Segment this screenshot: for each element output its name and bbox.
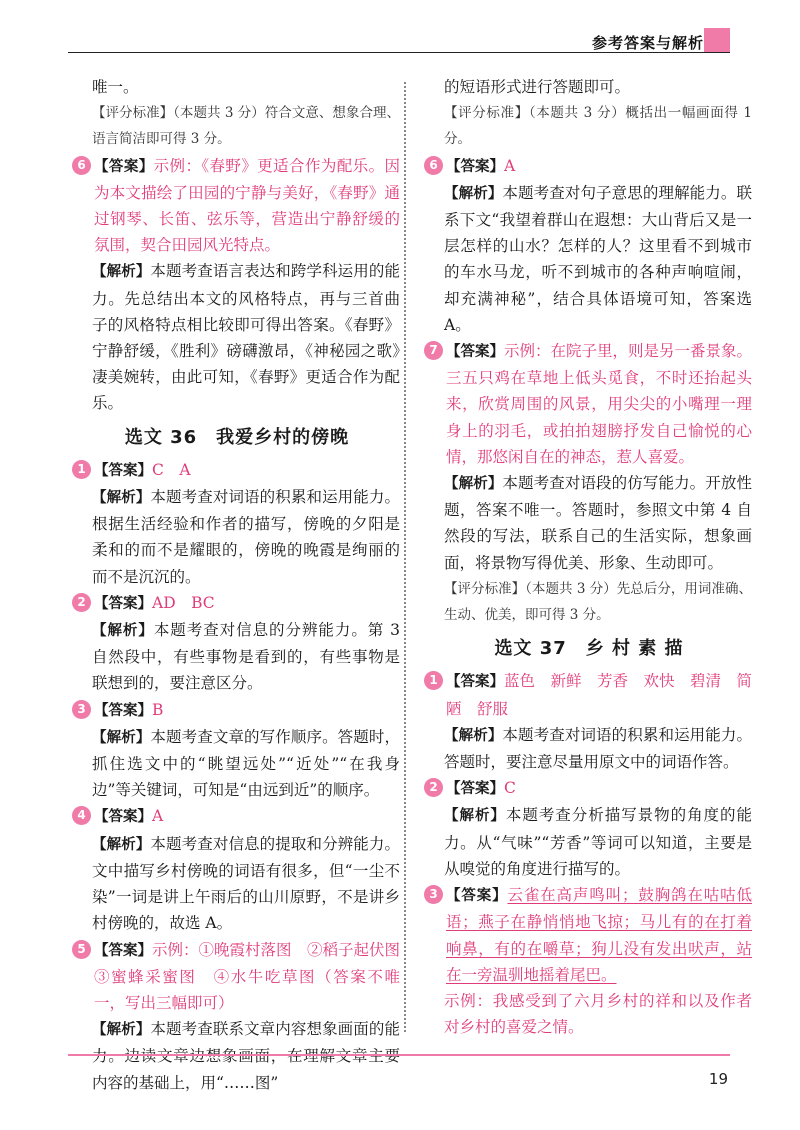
answer-label: 【答案】 <box>94 942 152 959</box>
answer-label: 【答案】 <box>94 462 152 479</box>
question-number-badge: 6 <box>424 156 443 175</box>
question-2-analysis <box>426 802 752 882</box>
question-1-analysis <box>74 484 400 590</box>
answer-text: A <box>152 807 164 826</box>
question-number-badge: 3 <box>424 885 443 904</box>
question-3-answer <box>426 882 752 988</box>
header-rule <box>68 52 730 53</box>
question-number-badge: 6 <box>72 156 91 175</box>
analysis-text: 本题考查分析描写景物的角度的能力。从“气味”“芳香”等词可以知道，主要是从嗅觉的角度进行描写的。 <box>444 806 752 878</box>
analysis-text: 本题考查对词语的积累和运用能力。根据生活经验和作者的描写，傍晚的夕阳是柔和的而不是耀眼的，傍晚的晚霞是绚丽的而不是沉沉的。 <box>92 488 400 586</box>
answer-text: 示例：《春野》更适合作为配乐。因为本文描绘了田园的宁静与美好，《春野》通过钢琴、长笛、弦乐等，营造出宁静舒缓的氛围，契合田园风光特点。 <box>94 156 400 255</box>
question-4-analysis <box>74 831 400 937</box>
analysis-label: 【解析】 <box>92 490 151 507</box>
question-1-answer <box>426 668 752 721</box>
analysis-label: 【解析】 <box>92 623 154 640</box>
question-number-badge: 2 <box>424 778 443 797</box>
question-7-answer <box>426 338 752 470</box>
answer-text: 蓝色 新鲜 芳香 欢快 碧清 简陋 舒服 <box>446 672 753 718</box>
continued-text: 的短语形式进行答题即可。 <box>444 78 631 96</box>
analysis-text: 本题考查对句子意思的理解能力。联系下文“我望着群山在遐想：大山背后又是一层怎样的山水？怎样的人？这里看不到城市的车水马龙，听不到城市的各种声响喧闹，却充满神秘”，结合具体语境可知，答案选 A。 <box>444 183 752 334</box>
header-accent-tab <box>704 28 730 52</box>
scoring-standard: 【评分标准】（本题共 3 分）先总后分，用词准确、生动、优美，即可得 3 分。 <box>444 580 752 624</box>
section-title-36: 选文 36 我爱乡村的傍晚 <box>124 426 350 448</box>
column-divider <box>404 82 406 1032</box>
continued-text: 唯一。 <box>92 78 139 96</box>
question-number-badge: 3 <box>72 700 91 719</box>
question-number-badge: 1 <box>424 671 443 690</box>
analysis-label: 【解析】 <box>92 836 151 853</box>
question-3-analysis <box>74 724 400 804</box>
analysis-text: 本题考查联系文章内容想象画面的能力。边读文章边想象画面，在理解文章主要内容的基础上，用“……图” <box>92 1020 400 1092</box>
question-6-answer <box>74 153 400 259</box>
answer-label: 【答案】 <box>446 158 504 175</box>
question-2-answer <box>426 775 752 802</box>
answer-label: 【答案】 <box>94 595 152 612</box>
question-number-badge: 5 <box>72 940 91 959</box>
answer-text: AD BC <box>152 593 215 612</box>
question-3-answer <box>74 697 400 724</box>
question-2-analysis <box>74 617 400 697</box>
analysis-text: 本题考查对词语的积累和运用能力。答题时，要注意尽量用原文中的词语作答。 <box>444 725 752 772</box>
answer-label: 【答案】 <box>94 702 152 719</box>
question-number-badge: 7 <box>424 341 443 360</box>
scoring-standard: 【评分标准】（本题共 3 分）符合文意、想象合理、语言简洁即可得 3 分。 <box>92 105 400 148</box>
analysis-label: 【解析】 <box>92 1022 151 1039</box>
analysis-text: 本题考查对语段的仿写能力。开放性题，答案不唯一。答题时，参照文中第 4 自然段的写法，联系自己的生活实际，想象画面，将景物写得优美、形象、生动即可。 <box>444 474 752 572</box>
answer-text: 示例：①晚霞村落图 ②稻子起伏图 ③蜜蜂采蜜图 ④水牛吃草图（答案不唯一，写出三幅即可） <box>94 940 416 1012</box>
question-6-analysis <box>74 258 400 416</box>
answer-text: 示例：在院子里，则是另一番景象。三五只鸡在草地上低头觅食，不时还抬起头来，欣赏周围的风景，用尖尖的小嘴理一理身上的羽毛，或拍拍翅膀抒发自己愉悦的心情，那悠闲自在的神态，惹人喜爱。 <box>446 342 753 466</box>
analysis-label: 【解析】 <box>444 808 506 825</box>
answer-text: 云雀在高声鸣叫；鼓胸鸽在咕咕低语；燕子在静悄悄地飞掠；马儿有的在打着响鼻，有的在嚼草；狗儿没有发出吠声，站在一旁温驯地摇着尾巴。 <box>446 886 752 984</box>
question-2-answer <box>74 590 400 617</box>
answer-label: 【答案】 <box>94 809 152 826</box>
answer-text: C A <box>152 460 191 479</box>
analysis-text: 本题考查对信息的提取和分辨能力。文中描写乡村傍晚的词语有很多，但“一尘不染”一词是讲上午雨后的山川原野，不是讲乡村傍晚的，故选 A。 <box>92 834 400 933</box>
right-column <box>426 74 752 1040</box>
scoring-standard: 【评分标准】（本题共 3 分）概括出一幅画面得 1 分。 <box>444 105 752 148</box>
left-column <box>74 74 416 1096</box>
answer-label: 【答案】 <box>94 158 154 175</box>
answer-example: 示例：我感受到了六月乡村的祥和以及作者对乡村的喜爱之情。 <box>444 991 752 1037</box>
analysis-text: 本题考查语言表达和跨学科运用的能力。先总结出本文的风格特点，再与三首曲子的风格特点相比较即可得出答案。《春野》宁静舒缓，《胜利》磅礴激昂，《神秘园之歌》凄美婉转，由此可知，《春野》更适合作为配乐。 <box>92 262 400 413</box>
question-number-badge: 2 <box>72 593 91 612</box>
analysis-label: 【解析】 <box>92 729 151 746</box>
answer-text: C <box>504 779 516 798</box>
analysis-text: 本题考查对信息的分辨能力。第 3 自然段中，有些事物是看到的，有些事物是联想到的，要注意区分。 <box>92 621 401 693</box>
analysis-label: 【解析】 <box>444 185 503 202</box>
question-6-answer <box>426 153 752 180</box>
analysis-label: 【解析】 <box>444 476 503 493</box>
footer-rule <box>68 1054 730 1056</box>
analysis-label: 【解析】 <box>92 264 151 281</box>
answer-label: 【答案】 <box>446 674 504 691</box>
header-title: 参考答案与解析 <box>591 34 704 52</box>
answer-label: 【答案】 <box>446 888 508 905</box>
analysis-label: 【解析】 <box>444 727 503 744</box>
question-5-answer <box>74 937 416 1017</box>
answer-text: B <box>152 700 164 719</box>
section-title-37: 选文 37 乡 村 素 描 <box>494 638 684 660</box>
answer-label: 【答案】 <box>446 781 504 798</box>
page-number: 19 <box>708 1070 728 1088</box>
answer-label: 【答案】 <box>446 344 504 361</box>
question-7-analysis <box>426 470 752 576</box>
question-4-answer <box>74 803 400 830</box>
question-1-analysis <box>426 722 752 775</box>
question-1-answer <box>74 457 400 484</box>
question-number-badge: 1 <box>72 460 91 479</box>
answer-text: A <box>504 156 516 175</box>
question-6-analysis <box>426 180 752 338</box>
question-number-badge: 4 <box>72 806 91 825</box>
analysis-text: 本题考查文章的写作顺序。答题时，抓住选文中的“眺望远处”“近处”“在我身边”等关键词，可知是“由远到近”的顺序。 <box>92 727 400 800</box>
